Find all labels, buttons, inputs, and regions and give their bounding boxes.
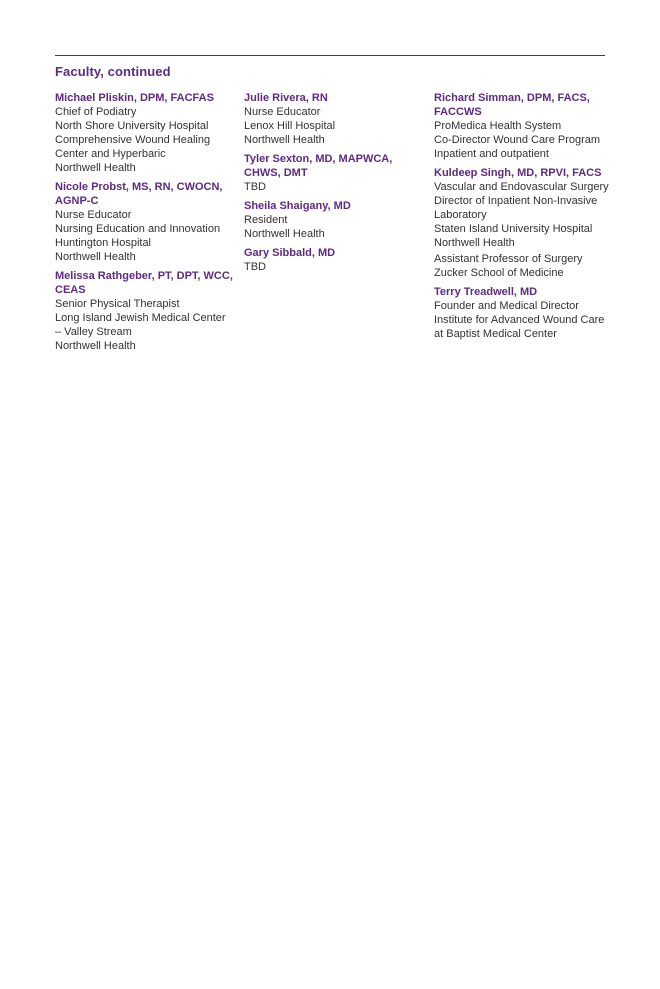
section-title: Faculty, continued [55, 64, 171, 79]
faculty-detail: Lenox Hill Hospital [244, 120, 336, 132]
faculty-entry [55, 269, 233, 353]
faculty-detail: Institute for Advanced Wound Care at Baptist Medical Center [434, 314, 605, 340]
faculty-detail: TBD [244, 261, 266, 273]
faculty-detail: Comprehensive Wound Healing Center and Hyperbaric [55, 134, 211, 160]
faculty-name: Nicole Probst, MS, RN, CWOCN, AGNP-C [55, 181, 223, 207]
faculty-detail: Nurse Educator [244, 106, 321, 118]
faculty-name: Sheila Shaigany, MD [244, 200, 351, 212]
faculty-name: Kuldeep Singh, MD, RPVI, FACS [434, 167, 602, 179]
faculty-detail: Northwell Health [55, 251, 136, 263]
faculty-column-2 [244, 91, 424, 279]
faculty-name: Julie Rivera, RN [244, 92, 328, 104]
faculty-entry [244, 152, 424, 194]
faculty-name: Terry Treadwell, MD [434, 286, 538, 298]
faculty-detail: Inpatient and outpatient [434, 148, 549, 160]
faculty-detail: Assistant Professor of Surgery [434, 253, 583, 265]
faculty-detail: Senior Physical Therapist [55, 298, 180, 310]
faculty-entry [434, 285, 610, 341]
faculty-detail: Resident [244, 214, 288, 226]
faculty-detail: Northwell Health [434, 237, 515, 249]
faculty-detail: Nurse Educator [55, 209, 132, 221]
faculty-detail: Northwell Health [244, 228, 325, 240]
faculty-detail: Northwell Health [55, 162, 136, 174]
faculty-entry [434, 166, 610, 280]
faculty-detail: Chief of Podiatry [55, 106, 137, 118]
faculty-name: Michael Pliskin, DPM, FACFAS [55, 92, 214, 104]
faculty-detail: Huntington Hospital [55, 237, 152, 249]
section-divider [55, 55, 605, 56]
faculty-name: Melissa Rathgeber, PT, DPT, WCC, CEAS [55, 270, 233, 296]
faculty-entry [55, 91, 233, 175]
faculty-detail: Co-Director Wound Care Program [434, 134, 601, 146]
faculty-name: Richard Simman, DPM, FACS, FACCWS [434, 92, 590, 118]
faculty-detail: Vascular and Endovascular Surgery [434, 181, 609, 193]
faculty-name: Tyler Sexton, MD, MAPWCA, CHWS, DMT [244, 153, 393, 179]
faculty-detail: Northwell Health [55, 340, 136, 352]
faculty-detail: Staten Island University Hospital [434, 223, 593, 235]
faculty-entry [244, 91, 424, 147]
faculty-name: Gary Sibbald, MD [244, 247, 336, 259]
faculty-detail: North Shore University Hospital [55, 120, 209, 132]
faculty-entry [55, 180, 233, 264]
faculty-column-1 [55, 91, 233, 358]
faculty-detail: Nursing Education and Innovation [55, 223, 221, 235]
faculty-detail: Zucker School of Medicine [434, 267, 564, 279]
faculty-detail: Northwell Health [244, 134, 325, 146]
faculty-column-3 [434, 91, 610, 346]
faculty-detail: Director of Inpatient Non-Invasive Laboratory [434, 195, 598, 221]
faculty-detail: Long Island Jewish Medical Center – Valley Stream [55, 312, 226, 338]
faculty-detail: TBD [244, 181, 266, 193]
faculty-entry [244, 199, 424, 241]
faculty-detail: ProMedica Health System [434, 120, 562, 132]
faculty-entry [434, 91, 610, 161]
faculty-detail: Founder and Medical Director [434, 300, 579, 312]
faculty-entry [244, 246, 424, 274]
